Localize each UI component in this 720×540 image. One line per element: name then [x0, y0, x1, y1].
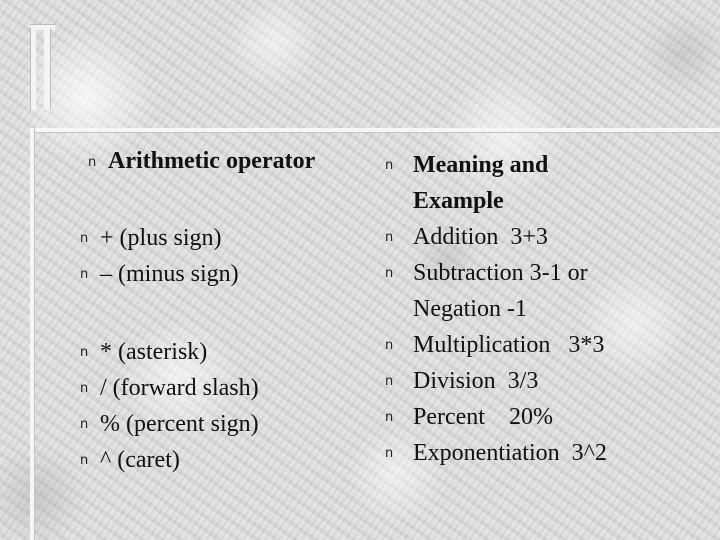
bullet-icon: n — [80, 417, 89, 432]
operator-slash: / (forward slash) — [100, 375, 259, 401]
bullet-icon: n — [385, 158, 394, 173]
bullet-icon: n — [80, 381, 89, 396]
frame-horizontal-divider — [30, 128, 720, 133]
list-item — [385, 219, 715, 255]
meaning-exponentiation: Exponentiation 3^2 — [413, 440, 607, 466]
operator-caret: ^ (caret) — [100, 447, 180, 473]
meaning-division: Division 3/3 — [413, 368, 539, 394]
frame-vertical-left — [30, 128, 35, 540]
list-item — [385, 255, 715, 327]
bullet-icon: n — [80, 267, 89, 282]
list-item — [80, 256, 370, 292]
meaning-percent: Percent 20% — [413, 404, 553, 430]
frame-vertical-outer — [30, 28, 36, 110]
operator-percent: % (percent sign) — [100, 411, 259, 437]
bullet-icon: n — [385, 266, 394, 281]
list-item — [80, 370, 370, 406]
operator-header-item — [80, 140, 370, 186]
bullet-icon: n — [80, 231, 89, 246]
operator-list — [80, 140, 370, 478]
operator-asterisk: * (asterisk) — [100, 339, 208, 365]
bullet-icon: n — [80, 453, 89, 468]
list-item — [80, 334, 370, 370]
list-item — [80, 442, 370, 478]
operator-minus: – (minus sign) — [100, 261, 239, 287]
bullet-icon: n — [80, 345, 89, 360]
meaning-multiplication: Multiplication 3*3 — [413, 332, 605, 358]
list-item — [80, 220, 370, 256]
meaning-header: Meaning and — [413, 152, 549, 178]
meaning-subtraction: Subtraction 3-1 or — [413, 260, 588, 286]
meaning-header-line2: Example — [413, 188, 504, 214]
bullet-icon: n — [385, 446, 394, 461]
meaning-list — [385, 147, 715, 471]
frame-vertical-inner — [44, 28, 51, 110]
meaning-header-item — [385, 147, 715, 219]
list-item — [385, 327, 715, 363]
list-item — [80, 406, 370, 442]
bullet-icon: n — [385, 374, 394, 389]
list-item — [385, 435, 715, 471]
list-item — [385, 363, 715, 399]
operator-header: Arithmetic operator — [108, 148, 316, 174]
bullet-icon: n — [88, 155, 97, 170]
meaning-addition: Addition 3+3 — [413, 224, 548, 250]
meaning-negation: Negation -1 — [413, 296, 527, 322]
bullet-icon: n — [385, 410, 394, 425]
operator-plus: + (plus sign) — [100, 225, 222, 251]
bullet-icon: n — [385, 230, 394, 245]
bullet-icon: n — [385, 338, 394, 353]
list-item — [385, 399, 715, 435]
